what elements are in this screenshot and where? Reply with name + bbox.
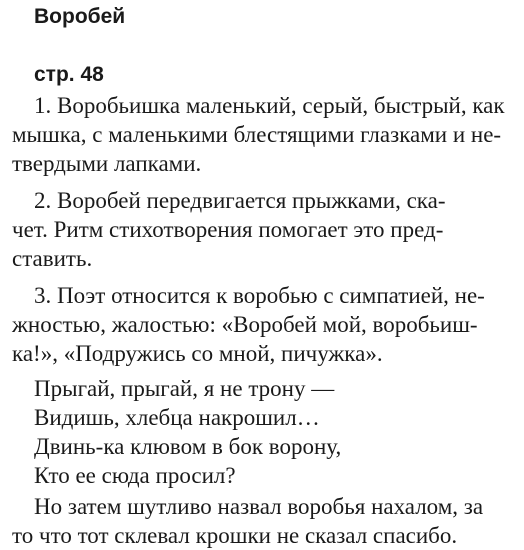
- paragraph-line: твердыми лапками.: [12, 151, 202, 176]
- paragraph-3: [0, 281, 524, 368]
- poem-verse: Двинь-ка клювом в бок ворону,: [34, 434, 342, 459]
- paragraph-line: ставить.: [12, 246, 93, 271]
- paragraph-line: Но затем шутливо назвал воробья нахалом, за: [34, 494, 484, 519]
- paragraph-1: [0, 91, 524, 178]
- page-reference: стр. 48: [34, 63, 104, 86]
- poem-quote: [0, 374, 524, 490]
- poem-verse: Видишь, хлебца накрошил…: [34, 405, 320, 430]
- poem-verse: Прыгай, прыгай, я не трону —: [34, 376, 335, 401]
- paragraph-line: чет. Ритм стихотворения помогает это пред-: [12, 217, 444, 242]
- poem-verse: Кто ее сюда просил?: [34, 463, 236, 488]
- paragraph-line: 3. Поэт относится к воробью с симпатией, не-: [34, 283, 485, 308]
- paragraph-line: ка!», «Подружись со мной, пичужка».: [12, 341, 383, 366]
- document-title: Воробей: [34, 5, 126, 28]
- paragraph-line: жностью, жалостью: «Воробей мой, воробьиш-: [12, 312, 478, 337]
- document-body: [0, 91, 524, 550]
- paragraph-line: то что тот склевал крошки не сказал спасибо.: [12, 523, 458, 548]
- closing-paragraph: [0, 492, 524, 550]
- paragraph-line: 2. Воробей передвигается прыжками, ска-: [34, 188, 446, 213]
- paragraph-line: 1. Воробьишка маленький, серый, быстрый, как: [34, 93, 505, 118]
- paragraph-line: мышка, с маленькими блестящими глазками и не-: [12, 122, 502, 147]
- paragraph-2: [0, 186, 524, 273]
